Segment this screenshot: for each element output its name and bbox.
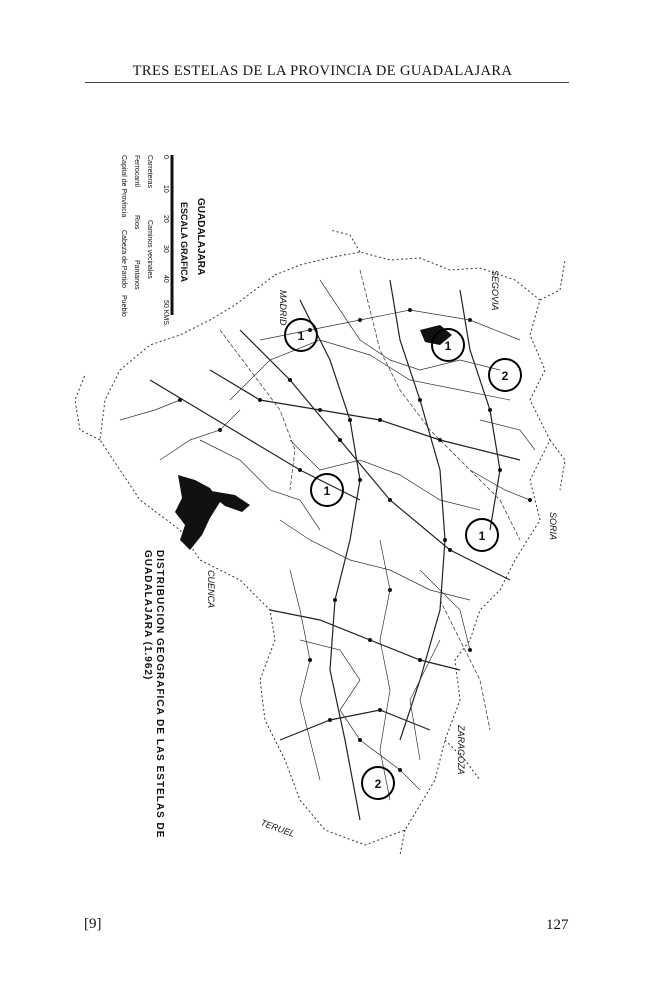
svg-text:Cabeza de Partido: Cabeza de Partido bbox=[120, 230, 127, 288]
svg-text:Pantanos: Pantanos bbox=[133, 260, 140, 290]
stele-marker-3 bbox=[489, 359, 521, 391]
stele-marker-5 bbox=[466, 519, 498, 551]
road-secondary-11 bbox=[470, 420, 535, 500]
map-caption-line2: GUADALAJARA (1.962) bbox=[142, 550, 153, 681]
svg-text:Capital de Provincia: Capital de Provincia bbox=[120, 155, 127, 218]
svg-text:2: 2 bbox=[374, 777, 382, 791]
road-secondary-8 bbox=[320, 280, 500, 370]
road-main-8 bbox=[280, 710, 430, 740]
svg-text:50 KMS.: 50 KMS. bbox=[162, 300, 169, 327]
map-caption-line1: DISTRIBUCION GEOGRAFICA DE LAS ESTELAS DE bbox=[154, 550, 165, 839]
label-soria: SORIA bbox=[548, 512, 558, 541]
label-cuenca: CUENCA bbox=[206, 570, 216, 609]
reservoir-shape bbox=[175, 475, 250, 550]
svg-text:1: 1 bbox=[323, 484, 331, 498]
river-2 bbox=[220, 330, 295, 490]
svg-text:Caminos vecinales: Caminos vecinales bbox=[146, 220, 153, 279]
outer-border bbox=[75, 230, 565, 855]
svg-text:30: 30 bbox=[162, 245, 169, 253]
svg-text:40: 40 bbox=[162, 275, 169, 283]
svg-text:1: 1 bbox=[478, 529, 486, 543]
road-secondary-2 bbox=[230, 340, 510, 400]
stele-marker-1 bbox=[285, 319, 317, 351]
province-border bbox=[100, 252, 550, 845]
road-secondary-3 bbox=[290, 440, 480, 510]
svg-text:Carreteras: Carreteras bbox=[146, 155, 153, 189]
stele-marker-4 bbox=[311, 474, 343, 506]
river-3 bbox=[440, 600, 490, 730]
label-madrid: MADRID bbox=[278, 290, 288, 326]
svg-text:Ríos: Ríos bbox=[133, 215, 140, 230]
svg-text:20: 20 bbox=[162, 215, 169, 223]
label-teruel: TERUEL bbox=[259, 817, 297, 840]
road-secondary-9 bbox=[200, 440, 320, 530]
map-svg bbox=[60, 140, 580, 860]
svg-text:1: 1 bbox=[444, 339, 452, 353]
legend-scale-title: ESCALA GRAFICA bbox=[179, 202, 189, 283]
label-zaragoza: ZARAGOZA bbox=[456, 725, 466, 775]
svg-text:0: 0 bbox=[162, 155, 169, 159]
svg-text:Pueblo: Pueblo bbox=[120, 295, 127, 317]
map-legend bbox=[120, 155, 206, 327]
road-main-2 bbox=[210, 370, 520, 460]
svg-text:10: 10 bbox=[162, 185, 169, 193]
page-number: 127 bbox=[546, 917, 569, 933]
running-header: TRES ESTELAS DE LA PROVINCIA DE GUADALAJARA bbox=[132, 63, 513, 79]
province-map bbox=[60, 140, 580, 860]
svg-text:Ferrocarril: Ferrocarril bbox=[133, 155, 140, 187]
stele-marker-6 bbox=[362, 767, 394, 799]
road-main-4 bbox=[390, 280, 445, 740]
svg-text:1: 1 bbox=[297, 329, 305, 343]
legend-province-label: GUADALAJARA bbox=[195, 198, 206, 276]
svg-text:2: 2 bbox=[501, 369, 509, 383]
label-segovia: SEGOVIA bbox=[490, 270, 500, 311]
road-secondary-10 bbox=[300, 640, 420, 790]
road-secondary-5 bbox=[290, 570, 320, 780]
road-main-1 bbox=[240, 330, 510, 580]
footer-bracket-number: [9] bbox=[84, 916, 102, 932]
header-rule bbox=[85, 82, 569, 83]
